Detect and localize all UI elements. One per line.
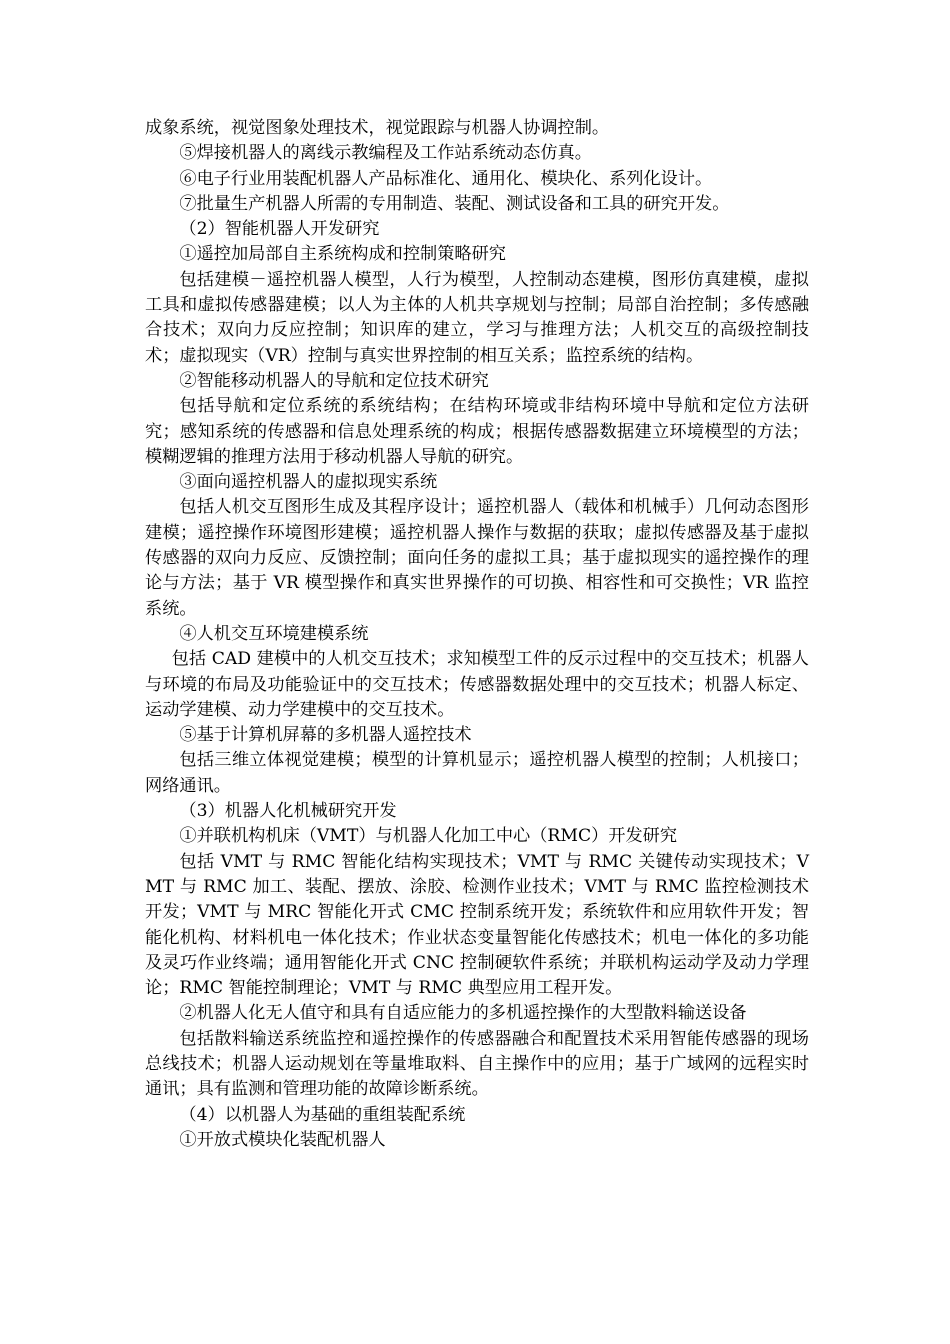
paragraph: 包括导航和定位系统的系统结构；在结构环境或非结构环境中导航和定位方法研究；感知系统的传感器和信息处理系统的构成；根据传感器数据建立环境模型的方法；模糊逻辑的推理方法用于移动机器人导航的研究。 [145, 396, 809, 467]
paragraph: ⑥电子行业用装配机器人产品标准化、通用化、模块化、系列化设计。 [179, 168, 713, 189]
paragraph: 包括三维立体视觉建模；模型的计算机显示；遥控机器人模型的控制；人机接口；网络通讯。 [145, 750, 809, 796]
paragraph: （3）机器人化机械研究开发 [179, 801, 397, 822]
paragraph: 包括人机交互图形生成及其程序设计；遥控机器人（载体和机械手）几何动态图形建模；遥控操作环境图形建模；遥控机器人操作与数据的获取；虚拟传感器及基于虚拟传感器的双向力反应、反馈控制；面向任务的虚拟工具；基于虚拟现实的遥控操作的理论与方法；基于 VR 模型操作和真实世界操作的可切换、相容性和可交换性；VR 监控系统。 [145, 497, 809, 619]
paragraph: ③面向遥控机器人的虚拟现实系统 [179, 472, 438, 493]
paragraph: ⑦批量生产机器人所需的专用制造、装配、测试设备和工具的研究开发。 [179, 193, 730, 214]
paragraph: ⑤基于计算机屏幕的多机器人遥控技术 [179, 725, 472, 746]
paragraph: ①并联机构机床（VMT）与机器人化加工中心（RMC）开发研究 [179, 826, 678, 847]
paragraph: 包括 VMT 与 RMC 智能化结构实现技术；VMT 与 RMC 关键传动实现技术；VMT 与 RMC 加工、装配、摆放、涂胶、检测作业技术；VMT 与 RMC 监控检测技术开发；VMT 与 MRC 智能化开式 CMC 控制系统开发；系统软件和应用软件开发；智能化机构、材料机电一体化技术；作业状态变量智能化传感技术；机电一体化的多功能及灵巧作业终端；通用智能化开式 CNC 控制硬软件系统；并联机构运动学及动力学理论；RMC 智能控制理论；VMT 与 RMC 典型应用工程开发。 [145, 851, 809, 999]
paragraph: 包括建模－遥控机器人模型，人行为模型，人控制动态建模，图形仿真建模，虚拟工具和虚拟传感器建模；以人为主体的人机共享规划与控制；局部自治控制；多传感融合技术；双向力反应控制；知识库的建立，学习与推理方法；人机交互的高级控制技术；虚拟现实（VR）控制与真实世界控制的相互关系；监控系统的结构。 [145, 269, 809, 366]
paragraph: ⑤焊接机器人的离线示教编程及工作站系统动态仿真。 [179, 143, 592, 164]
paragraph: ①遥控加局部自主系统构成和控制策略研究 [179, 244, 506, 265]
paragraph: ①开放式模块化装配机器人 [179, 1129, 386, 1150]
paragraph: ②智能移动机器人的导航和定位技术研究 [179, 370, 489, 391]
paragraph: 包括散料输送系统监控和遥控操作的传感器融合和配置技术采用智能传感器的现场总线技术；机器人运动规划在等量堆取料、自主操作中的应用；基于广域网的远程实时通讯；具有监测和管理功能的故障诊断系统。 [145, 1028, 809, 1100]
paragraph: （2）智能机器人开发研究 [179, 219, 380, 240]
paragraph: ②机器人化无人值守和具有自适应能力的多机遥控操作的大型散料输送设备 [179, 1003, 747, 1024]
paragraph: 包括 CAD 建模中的人机交互技术；求知模型工件的反示过程中的交互技术；机器人与环境的布局及功能验证中的交互技术；传感器数据处理中的交互技术；机器人标定、运动学建模、动力学建模中的交互技术。 [145, 649, 809, 720]
document-page [145, 116, 809, 1153]
paragraph: ④人机交互环境建模系统 [179, 623, 369, 644]
paragraph: （4）以机器人为基础的重组装配系统 [179, 1104, 466, 1125]
paragraph: 成象系统，视觉图象处理技术，视觉跟踪与机器人协调控制。 [145, 118, 610, 138]
